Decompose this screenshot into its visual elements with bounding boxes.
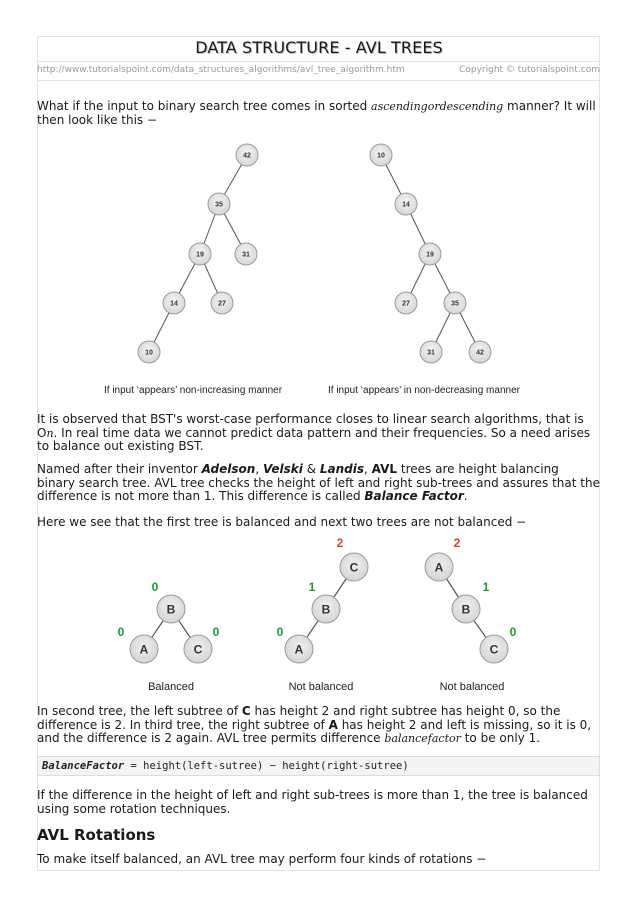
sep3: , [364,462,372,476]
right-tree-caption: If input ‘appears’ in non-decreasing manner [328,385,520,396]
observed-text-end: . In real time data we cannot predict data pattern and their frequencies. So a need arises to balance out existing BST. [37,425,591,453]
rotations-paragraph: To make itself balanced, an AVL tree may perform four kinds of rotations − [37,852,487,866]
tree3-balance-factor: 0 [509,625,517,639]
node-label: 14 [170,300,178,308]
node-label: 27 [402,300,410,308]
node-label: 35 [451,300,459,308]
avl-term: AVL [371,462,398,476]
node-label: A [139,642,149,657]
node-label: B [166,602,176,617]
named-text: Named after their inventor [37,462,202,476]
tree2-balance-factor: 2 [336,536,344,550]
left-tree-caption: If input ‘appears’ non-increasing manner [104,385,283,396]
node-label: 31 [242,251,250,259]
right-tree-node-14 [395,193,417,215]
node-label: C [193,642,203,657]
tree1-node-C [184,635,212,663]
skewed-trees-figure [90,138,550,400]
tree2-node-A [285,635,313,663]
right-tree-node-27 [395,292,417,314]
tree1-balance-factor: 0 [212,625,220,639]
right-tree-node-35 [444,292,466,314]
inventor-landis: Landis [319,462,365,476]
sep1: , [255,462,263,476]
code-expression: = height(left-sutree) − height(right-sutree) [124,760,409,772]
node-label: 27 [218,300,226,308]
left-tree-node-35 [208,193,230,215]
tree3-node-A [425,553,453,581]
tree2-node-B [312,595,340,623]
inventor-adelson: Adelson [201,462,256,476]
second-text-mid: has height 2 and right subtree has height 0, so the difference is 2. In third tree, the right subtree of [37,704,561,732]
difference-paragraph: If the difference in the height of left and right sub-trees is more than 1, the tree is balanced using some rotation techniques. [37,788,588,816]
node-label: 14 [402,201,410,209]
inventor-velski: Velski [262,462,303,476]
balance-nodes [130,553,508,663]
code-keyword: BalanceFactor [42,760,125,772]
source-url[interactable]: http://www.tutorialspoint.com/data_structures_algorithms/avl_tree_algorithm.htm [37,65,405,75]
tree3-balance-factor: 1 [482,580,490,594]
intro-math: ascendingordescending [371,100,504,113]
node-label: 42 [476,349,484,357]
node-label: 19 [196,251,204,259]
tree1-node-A [130,635,158,663]
right-tree-node-10 [370,144,392,166]
section-heading: AVL Rotations [37,826,156,844]
tree2-balance-factor: 0 [276,625,284,639]
page-title: DATA STRUCTURE - AVL TREES [195,38,443,57]
named-text-end: . [463,489,468,503]
node-label: C [349,560,359,575]
balance-factor-term: Balance Factor [364,489,464,503]
right-tree-node-19 [419,243,441,265]
balance-figure [100,535,540,695]
caption-not-balanced-2: Not balanced [439,681,505,693]
node-label: B [461,602,471,617]
node-label: 35 [215,201,223,209]
tree1-balance-factor: 0 [117,625,125,639]
tree3-node-C [480,635,508,663]
title-divider [37,61,600,62]
left-tree-node-10 [138,341,160,363]
tree1-balance-factor: 0 [151,580,159,594]
node-label: 31 [427,349,435,357]
url-row [37,65,600,79]
balancefactor-math: balancefactor [384,732,461,745]
balance-factors [118,536,517,639]
here-paragraph: Here we see that the first tree is balanced and next two trees are not balanced − [37,515,527,529]
node-label: 10 [377,152,385,160]
right-tree-node-31 [420,341,442,363]
left-tree-node-42 [236,144,258,166]
node-label: A [294,642,304,657]
left-tree-node-31 [235,243,257,265]
second-text-end: to be only 1. [460,731,541,745]
node-label: B [321,602,331,617]
left-tree-node-14 [163,292,185,314]
intro-paragraph [37,100,600,127]
left-tree-node-27 [211,292,233,314]
tree-nodes [138,144,491,363]
node-c-ref: C [241,704,251,718]
right-tree-node-42 [469,341,491,363]
code-block [37,756,600,776]
second-text-mid2: has height 2 and left is missing, so it is 0, and the difference is 2 again. AVL tree permits difference [37,717,592,745]
intro-text: What if the input to binary search tree comes in sorted [37,99,372,113]
url-divider [37,80,600,81]
named-text-mid: trees are height balancing binary search tree. AVL tree checks the height of left and right sub-trees and assures that the difference is not more than 1. This difference is called [37,462,600,503]
second-tree-paragraph [37,705,600,746]
sep2: & [302,462,320,476]
node-label: 42 [243,152,251,160]
caption-balanced: Balanced [148,681,194,693]
observed-math: n [46,426,54,440]
observed-text: It is observed that BST's worst-case performance closes to linear search algorithms, that is O [37,412,584,440]
tree2-node-C [340,553,368,581]
intro-text-end: manner? It will then look like this − [37,99,596,127]
node-label: 19 [426,251,434,259]
tree2-balance-factor: 1 [308,580,316,594]
copyright: Copyright © tutorialspoint.com [459,65,600,75]
node-a-ref: A [328,717,338,732]
second-text: In second tree, the left subtree of [37,704,242,718]
node-label: A [434,560,444,575]
tree3-node-B [452,595,480,623]
node-label: 10 [145,349,153,357]
node-label: C [489,642,499,657]
tree3-balance-factor: 2 [453,536,461,550]
left-tree-node-19 [189,243,211,265]
observed-paragraph [37,413,600,454]
caption-not-balanced-1: Not balanced [288,681,354,693]
named-paragraph [37,463,600,504]
tree1-node-B [157,595,185,623]
